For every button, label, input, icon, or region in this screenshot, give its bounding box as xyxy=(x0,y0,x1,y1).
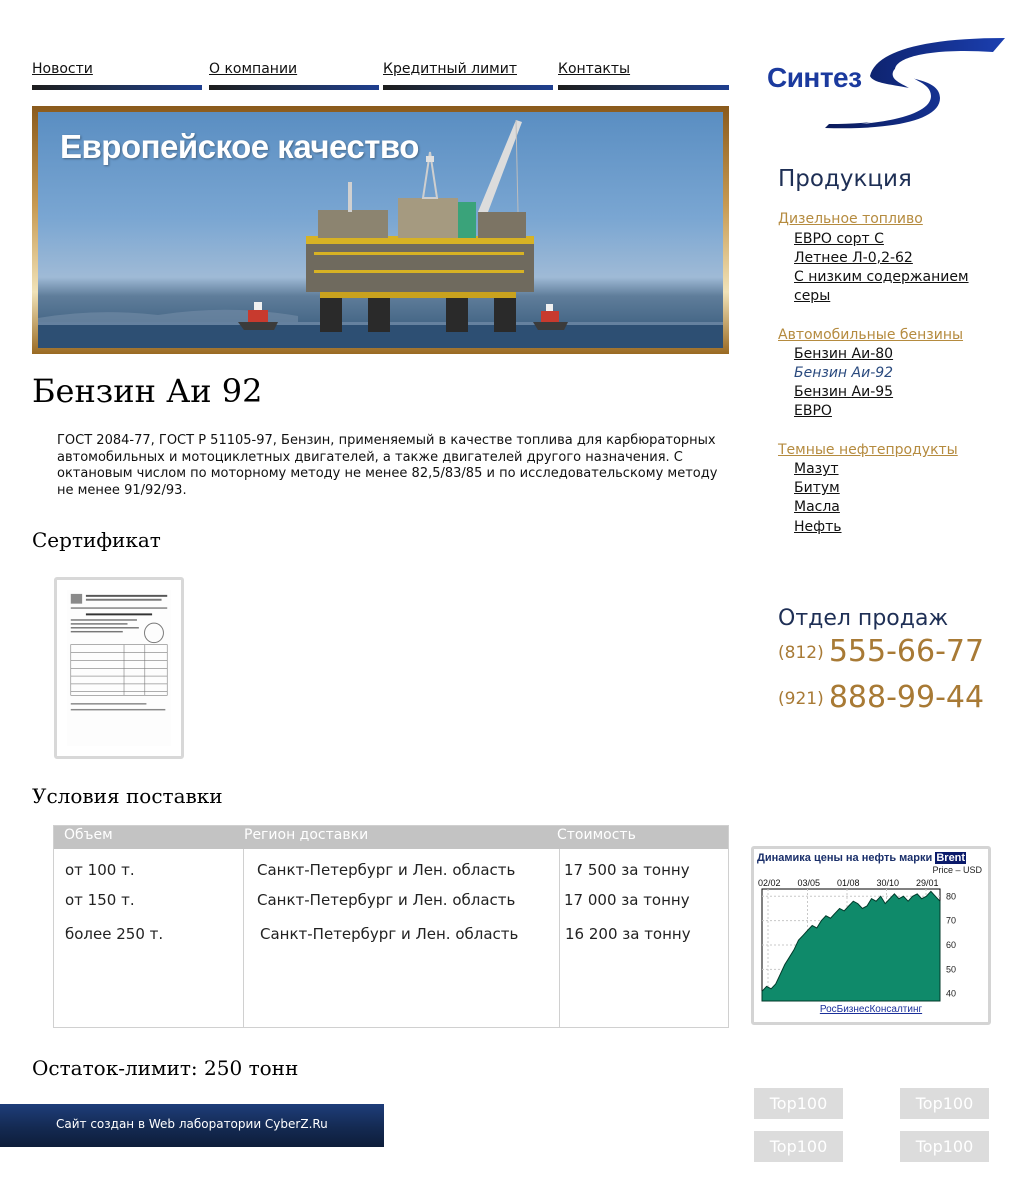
nav-link-about[interactable]: О компании xyxy=(209,61,298,77)
product-link-ai92-active[interactable]: Бензин Аи-92 xyxy=(794,365,894,381)
cell-price: 17 500 за тонну xyxy=(564,861,690,879)
column-header-region: Регион доставки xyxy=(244,827,369,843)
x-tick-label: 29/01 xyxy=(916,878,939,888)
product-link-ai80[interactable]: Бензин Аи-80 xyxy=(794,346,894,362)
nav-item-about[interactable] xyxy=(209,60,379,90)
x-tick-label: 03/05 xyxy=(797,878,821,888)
oil-widget-brand: Brent xyxy=(936,852,966,864)
nav-underline-bar xyxy=(558,85,729,90)
oil-price-chart xyxy=(754,873,988,1003)
delivery-heading: Условия поставки xyxy=(32,784,223,808)
nav-underline-bar xyxy=(32,85,202,90)
column-divider xyxy=(559,849,560,1027)
phone-code: (921) xyxy=(778,689,824,709)
y-tick-label: 70 xyxy=(946,915,957,926)
top100-counter[interactable]: Top100 xyxy=(754,1131,843,1162)
phone-code: (812) xyxy=(778,643,824,663)
banner-title: Европейское качество xyxy=(60,128,419,165)
product-link-euro-c[interactable]: ЕВРО сорт С xyxy=(794,231,884,247)
category-dark-products[interactable]: Темные нефтепродукты xyxy=(778,442,958,458)
column-divider xyxy=(243,849,244,1027)
product-link-euro[interactable]: ЕВРО xyxy=(794,403,832,419)
cell-price: 17 000 за тонну xyxy=(564,891,690,909)
nav-item-news[interactable] xyxy=(32,60,202,90)
cell-volume: от 100 т. xyxy=(65,861,135,879)
category-gasoline[interactable]: Автомобильные бензины xyxy=(778,327,964,343)
hero-banner-image xyxy=(38,112,723,348)
nav-link-news[interactable]: Новости xyxy=(32,61,93,77)
product-link-bitumen[interactable]: Битум xyxy=(794,480,840,496)
phone-digits: 888-99-44 xyxy=(828,680,985,715)
y-tick-label: 80 xyxy=(946,891,957,902)
x-tick-label: 02/02 xyxy=(758,878,781,888)
nav-underline-bar xyxy=(209,85,379,90)
sales-heading: Отдел продаж xyxy=(778,606,949,631)
y-tick-label: 60 xyxy=(946,940,957,950)
cell-region: Санкт-Петербург и Лен. область xyxy=(257,891,516,909)
product-link-ai95[interactable]: Бензин Аи-95 xyxy=(794,384,894,400)
top100-counter[interactable]: Top100 xyxy=(900,1088,989,1119)
cell-region: Санкт-Петербург и Лен. область xyxy=(260,925,519,943)
page-title: Бензин Аи 92 xyxy=(32,372,263,410)
cell-price: 16 200 за тонну xyxy=(565,925,691,943)
nav-link-contacts[interactable]: Контакты xyxy=(558,61,631,77)
oil-widget-source-link[interactable]: РосБизнесКонсалтинг xyxy=(819,1004,923,1015)
company-logo[interactable] xyxy=(765,36,1007,132)
column-header-price: Стоимость xyxy=(557,827,636,843)
top100-counter[interactable]: Top100 xyxy=(754,1088,843,1119)
product-link-crude[interactable]: Нефть xyxy=(794,519,842,535)
certificate-document-icon xyxy=(67,590,171,746)
product-link-fuel-oil[interactable]: Мазут xyxy=(794,461,839,477)
products-heading: Продукция xyxy=(778,166,912,192)
footer-credit[interactable] xyxy=(0,1104,384,1147)
product-description: ГОСТ 2084-77, ГОСТ Р 51105-97, Бензин, применяемый в качестве топлива для карбюраторных автомобильных и мотоциклетных двигателей, а также двигателей другого назначения. С октановым числом по моторному методу не менее 82,5/83/85 и по исследовательскому методу не менее 91/92/93. xyxy=(57,433,718,498)
x-tick-label: 30/10 xyxy=(876,878,900,888)
column-header-volume: Объем xyxy=(64,827,113,843)
footer-credit-text[interactable]: Сайт создан в Web лаборатории CyberZ.Ru xyxy=(56,1117,328,1131)
oil-widget-subtitle: Price – USD xyxy=(932,865,982,875)
phone-digits: 555-66-77 xyxy=(828,634,985,669)
y-tick-label: 50 xyxy=(946,964,957,975)
cell-volume: более 250 т. xyxy=(65,925,164,943)
cell-region: Санкт-Петербург и Лен. область xyxy=(257,861,516,879)
certificate-heading: Сертификат xyxy=(32,528,161,552)
x-tick-label: 01/08 xyxy=(837,878,860,888)
logo-text: Синтез xyxy=(767,62,862,93)
remaining-limit: Остаток-лимит: 250 тонн xyxy=(32,1056,299,1080)
category-diesel[interactable]: Дизельное топливо xyxy=(778,211,923,227)
oil-widget-title-text: Динамика цены на нефть марки xyxy=(757,852,933,864)
table-header-row xyxy=(54,826,728,849)
oil-widget-title xyxy=(757,852,966,864)
y-tick-label: 40 xyxy=(946,988,957,999)
product-link-summer-diesel[interactable]: Летнее Л-0,2-62 xyxy=(794,250,913,266)
cell-volume: от 150 т. xyxy=(65,891,135,909)
certificate-thumbnail[interactable] xyxy=(54,577,184,759)
nav-link-credit-limit[interactable]: Кредитный лимит xyxy=(383,61,517,77)
phone-number xyxy=(778,680,984,715)
nav-underline-bar xyxy=(383,85,553,90)
nav-item-contacts[interactable] xyxy=(558,60,729,90)
nav-item-credit-limit[interactable] xyxy=(383,60,553,90)
delivery-table xyxy=(53,825,729,1028)
top100-counter[interactable]: Top100 xyxy=(900,1131,989,1162)
product-link-low-sulfur[interactable]: С низким содержанием серы xyxy=(794,269,969,304)
phone-number xyxy=(778,634,984,669)
oil-price-widget[interactable] xyxy=(751,846,991,1025)
hero-banner xyxy=(32,106,729,354)
product-link-oils[interactable]: Масла xyxy=(794,499,840,515)
